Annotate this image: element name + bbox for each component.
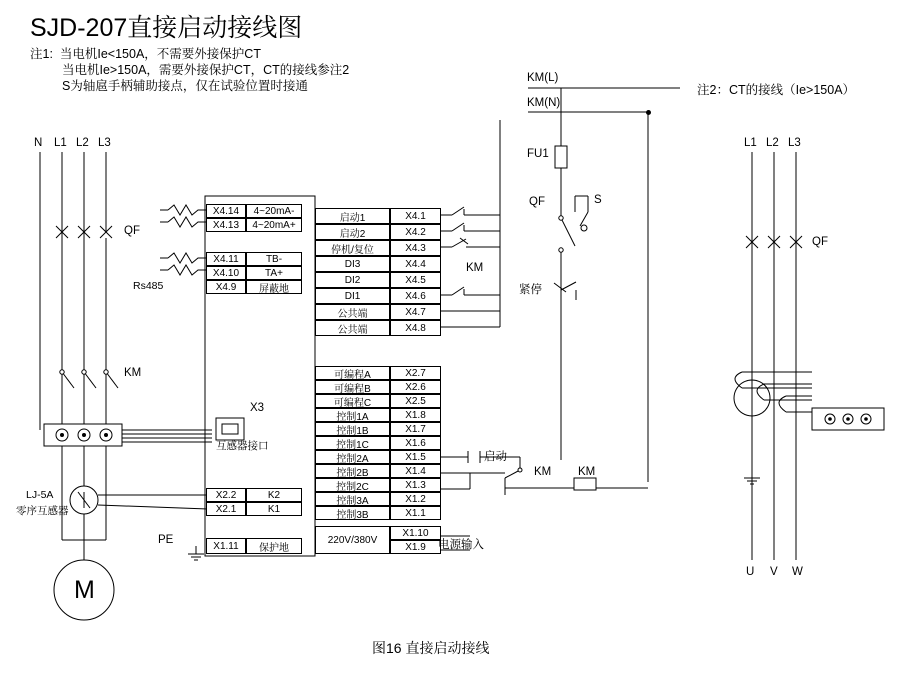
note1-line2: 当电机Ie>150A，需要外接保护CT，CT的接线参注2 (62, 63, 350, 77)
relay-term-x1-2: X1.2 (390, 492, 441, 506)
right-phase-l1: L1 (744, 137, 757, 149)
pe-label: PE (158, 534, 174, 546)
di-term-x4-2: X4.2 (390, 224, 441, 240)
di-term-x4-7: X4.7 (390, 304, 441, 320)
power-term-x1-10: X1.10 (390, 526, 441, 540)
figure-caption: 图16 直接启动接线 (372, 640, 490, 656)
qf-label-left: QF (124, 225, 140, 237)
relay-term-x2-7: X2.7 (390, 366, 441, 380)
relay-name-ctrl2a: 控制2A (315, 450, 390, 464)
di-name-common1: 公共端 (315, 304, 390, 320)
signal-4-20ma-minus: 4~20mA- (246, 204, 302, 218)
relay-name-ctrl1a: 控制1A (315, 408, 390, 422)
signal-tb-minus: TB- (246, 252, 302, 266)
ct-port-label: 互感器接口 (216, 440, 269, 452)
relay-term-x2-5: X2.5 (390, 394, 441, 408)
di-term-x4-3: X4.3 (390, 240, 441, 256)
page-title: SJD-207直接启动接线图 (30, 14, 303, 42)
relay-term-x1-5: X1.5 (390, 450, 441, 464)
di-term-x4-1: X4.1 (390, 208, 441, 224)
zero-seq-ct-label: 零序互感器 (16, 505, 69, 517)
motor-label: M (74, 576, 95, 604)
terminal-x4-11: X4.11 (206, 252, 246, 266)
power-input-name: 220V/380V (315, 526, 390, 554)
phase-label-l1: L1 (54, 137, 67, 149)
relay-name-proga: 可编程A (315, 366, 390, 380)
km-l-label: KM(L) (527, 72, 559, 84)
output-v: V (770, 566, 778, 578)
x3-terminal-label: X3 (250, 402, 265, 414)
terminal-x4-10: X4.10 (206, 266, 246, 280)
phase-label-n: N (34, 137, 43, 149)
s-label: S (594, 194, 602, 206)
relay-name-ctrl3b: 控制3B (315, 506, 390, 520)
fu1-label: FU1 (527, 148, 549, 160)
note1-line1: 注1: 当电机Ie<150A，不需要外接保护CT (30, 47, 261, 61)
relay-term-x1-3: X1.3 (390, 478, 441, 492)
relay-term-x1-8: X1.8 (390, 408, 441, 422)
di-name-start1: 启动1 (315, 208, 390, 224)
di-name-di2: DI2 (315, 272, 390, 288)
terminal-x1-11: X1.11 (206, 538, 246, 554)
output-w: W (792, 566, 803, 578)
relay-name-progc: 可编程C (315, 394, 390, 408)
km-label-di: KM (466, 262, 484, 274)
relay-name-ctrl1b: 控制1B (315, 422, 390, 436)
relay-term-x1-4: X1.4 (390, 464, 441, 478)
estop-label: 紧停 (519, 284, 542, 296)
note1-line3: S为轴扈手柄辅助接点，仅在试验位置时接通 (62, 79, 308, 93)
signal-k2: K2 (246, 488, 302, 502)
di-term-x4-8: X4.8 (390, 320, 441, 336)
qf-label-control: QF (529, 196, 545, 208)
di-name-di1: DI1 (315, 288, 390, 304)
relay-name-ctrl2b: 控制2B (315, 464, 390, 478)
power-input-label: 电源输入 (438, 539, 484, 551)
relay-name-progb: 可编程B (315, 380, 390, 394)
di-term-x4-4: X4.4 (390, 256, 441, 272)
di-name-stop-reset: 停机/复位 (315, 240, 390, 256)
signal-shield-ground: 屏蔽地 (246, 280, 302, 294)
right-phase-l3: L3 (788, 137, 801, 149)
relay-name-ctrl2c: 控制2C (315, 478, 390, 492)
km-n-label: KM(N) (527, 97, 561, 109)
signal-4-20ma-plus: 4~20mA+ (246, 218, 302, 232)
output-u: U (746, 566, 755, 578)
di-name-start2: 启动2 (315, 224, 390, 240)
signal-protective-earth: 保护地 (246, 538, 302, 554)
di-term-x4-6: X4.6 (390, 288, 441, 304)
di-name-common2: 公共端 (315, 320, 390, 336)
relay-term-x1-7: X1.7 (390, 422, 441, 436)
terminal-x4-9: X4.9 (206, 280, 246, 294)
di-term-x4-5: X4.5 (390, 272, 441, 288)
terminal-x4-14: X4.14 (206, 204, 246, 218)
junction-dot-km-n (646, 110, 651, 115)
di-name-di3: DI3 (315, 256, 390, 272)
terminal-x4-13: X4.13 (206, 218, 246, 232)
terminal-x2-2: X2.2 (206, 488, 246, 502)
rs485-label: Rs485 (133, 280, 164, 292)
right-phase-l2: L2 (766, 137, 779, 149)
start-button-label: 启动 (484, 451, 507, 463)
km-label-left: KM (124, 367, 142, 379)
terminal-x2-1: X2.1 (206, 502, 246, 516)
phase-label-l2: L2 (76, 137, 89, 149)
km-label-relay2: KM (578, 466, 596, 478)
relay-term-x2-6: X2.6 (390, 380, 441, 394)
signal-ta-plus: TA+ (246, 266, 302, 280)
note2: 注2：CT的接线（Ie>150A） (697, 83, 856, 97)
phase-label-l3: L3 (98, 137, 111, 149)
signal-k1: K1 (246, 502, 302, 516)
lj5a-label: LJ-5A (26, 489, 54, 501)
relay-term-x1-1: X1.1 (390, 506, 441, 520)
power-term-x1-9: X1.9 (390, 540, 441, 554)
relay-term-x1-6: X1.6 (390, 436, 441, 450)
qf-label-right: QF (812, 236, 828, 248)
relay-name-ctrl1c: 控制1C (315, 436, 390, 450)
relay-name-ctrl3a: 控制3A (315, 492, 390, 506)
km-label-relay1: KM (534, 466, 552, 478)
